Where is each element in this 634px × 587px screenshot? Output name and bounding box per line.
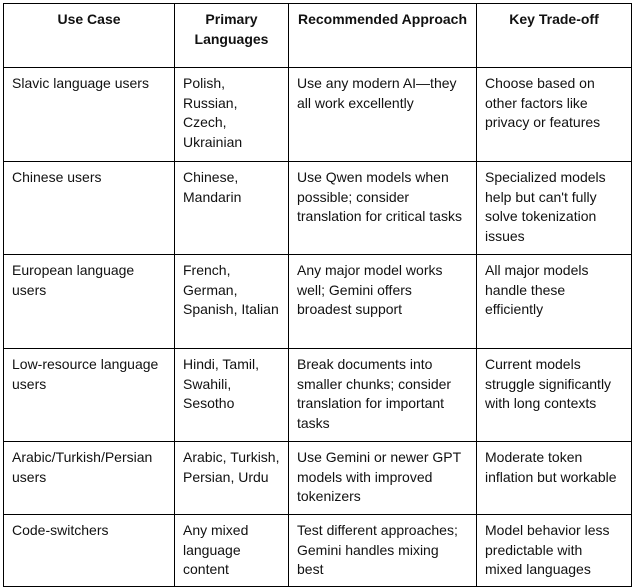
- table-row: [4, 162, 632, 255]
- cell-languages: French, German, Spanish, Italian: [175, 255, 289, 349]
- cell-tradeoff: All major models handle these efficiently: [477, 255, 632, 349]
- cell-approach: Any major model works well; Gemini offers broadest support: [289, 255, 477, 349]
- language-use-case-table: [3, 3, 632, 587]
- cell-use-case: Code-switchers: [4, 515, 175, 587]
- header-use-case: Use Case: [4, 4, 175, 68]
- header-key-tradeoff: Key Trade-off: [477, 4, 632, 68]
- header-recommended-approach: Recommended Approach: [289, 4, 477, 68]
- cell-approach: Use Gemini or newer GPT models with improved tokenizers: [289, 442, 477, 515]
- cell-approach: Use any modern AI—they all work excellently: [289, 68, 477, 162]
- table-header-row: [4, 4, 632, 68]
- cell-tradeoff: Model behavior less predictable with mixed languages: [477, 515, 632, 587]
- cell-tradeoff: Choose based on other factors like privacy or features: [477, 68, 632, 162]
- cell-approach: Break documents into smaller chunks; consider translation for important tasks: [289, 349, 477, 442]
- cell-tradeoff: Current models struggle significantly with long contexts: [477, 349, 632, 442]
- cell-use-case: Arabic/Turkish/Persian users: [4, 442, 175, 515]
- table-row: [4, 68, 632, 162]
- cell-languages: Arabic, Turkish, Persian, Urdu: [175, 442, 289, 515]
- table-row: [4, 349, 632, 442]
- table-row: [4, 442, 632, 515]
- cell-use-case: European language users: [4, 255, 175, 349]
- table-row: [4, 255, 632, 349]
- table-row: [4, 515, 632, 587]
- cell-approach: Test different approaches; Gemini handles mixing best: [289, 515, 477, 587]
- cell-use-case: Low-resource language users: [4, 349, 175, 442]
- cell-use-case: Chinese users: [4, 162, 175, 255]
- cell-tradeoff: Specialized models help but can't fully solve tokenization issues: [477, 162, 632, 255]
- cell-use-case: Slavic language users: [4, 68, 175, 162]
- cell-languages: Polish, Russian, Czech, Ukrainian: [175, 68, 289, 162]
- cell-languages: Hindi, Tamil, Swahili, Sesotho: [175, 349, 289, 442]
- cell-languages: Chinese, Mandarin: [175, 162, 289, 255]
- cell-languages: Any mixed language content: [175, 515, 289, 587]
- header-primary-languages: Primary Languages: [175, 4, 289, 68]
- comparison-table-container: [3, 3, 632, 587]
- cell-approach: Use Qwen models when possible; consider translation for critical tasks: [289, 162, 477, 255]
- cell-tradeoff: Moderate token inflation but workable: [477, 442, 632, 515]
